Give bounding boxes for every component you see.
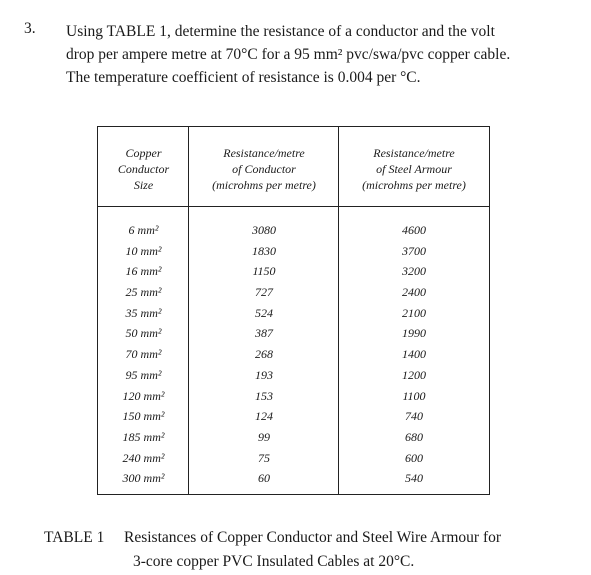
caption-text-1: Resistances of Copper Conductor and Steel Wire Armour for	[124, 529, 502, 546]
cell-armour-resistance: 2400	[402, 285, 426, 300]
table-row	[98, 303, 489, 324]
table-row	[98, 220, 489, 241]
question-line-2: drop per ampere metre at 70°C for a 95 mm² pvc/swa/pvc copper cable.	[66, 46, 511, 63]
cell-size: 25 mm²	[125, 285, 162, 300]
table-row	[98, 261, 489, 282]
cell-size: 6 mm²	[128, 223, 159, 237]
table-row	[98, 241, 489, 262]
cell-size: 120 mm²	[122, 388, 165, 403]
caption-label: TABLE 1	[44, 529, 105, 546]
table-row	[98, 406, 489, 427]
table-caption	[44, 526, 501, 574]
cell-armour-resistance: 3200	[402, 264, 426, 279]
cell-armour-resistance: 3700	[402, 243, 426, 258]
table-row	[98, 323, 489, 344]
cell-armour-resistance: 2100	[402, 305, 426, 320]
cell-conductor-resistance: 99	[258, 429, 270, 444]
cell-size: 70 mm²	[125, 347, 162, 362]
table-row	[98, 282, 489, 303]
header-line: Resistance/metre	[373, 146, 455, 160]
cell-conductor-resistance: 524	[255, 305, 273, 320]
cell-armour-resistance: 1400	[402, 347, 426, 362]
cell-conductor-resistance: 75	[258, 450, 270, 465]
header-line: (microhms per metre)	[212, 178, 316, 192]
cell-conductor-resistance: 124	[255, 409, 273, 424]
caption-text-2: 3-core copper PVC Insulated Cables at 20°C.	[133, 553, 415, 570]
table-row	[98, 427, 489, 448]
cell-conductor-resistance: 1150	[252, 264, 276, 279]
table-row	[98, 344, 489, 365]
resistance-table	[97, 126, 490, 495]
cell-armour-resistance: 1990	[402, 326, 426, 341]
table-row	[98, 468, 489, 489]
cell-size: 50 mm²	[125, 326, 162, 341]
table-body	[98, 220, 489, 489]
header-line: of Conductor	[232, 162, 296, 176]
cell-size: 35 mm²	[125, 305, 162, 320]
table-row	[98, 386, 489, 407]
header-line: of Steel Armour	[376, 162, 452, 176]
cell-size: 16 mm²	[125, 264, 162, 279]
header-line: Conductor	[117, 162, 170, 176]
cell-size: 150 mm²	[122, 409, 165, 424]
caption-line-1	[44, 526, 501, 550]
cell-armour-resistance: 740	[405, 409, 423, 424]
header-divider	[98, 206, 489, 207]
cell-armour-resistance: 680	[405, 429, 423, 444]
header-line: (microhms per metre)	[362, 178, 466, 192]
header-line: Resistance/metre	[223, 146, 305, 160]
header-line: Copper	[125, 146, 162, 160]
question-line-1: Using TABLE 1, determine the resistance of a conductor and the volt	[66, 23, 495, 40]
cell-size: 95 mm²	[125, 367, 162, 382]
cell-armour-resistance: 4600	[402, 223, 426, 237]
header-line: Size	[133, 178, 154, 192]
cell-size: 240 mm²	[122, 450, 165, 465]
table-row	[98, 448, 489, 469]
table-row	[98, 365, 489, 386]
cell-conductor-resistance: 727	[255, 285, 273, 300]
cell-armour-resistance: 1100	[402, 388, 426, 403]
cell-conductor-resistance: 268	[255, 347, 273, 362]
cell-conductor-resistance: 1830	[252, 243, 276, 258]
question-line-3: The temperature coefficient of resistance is 0.004 per °C.	[66, 69, 421, 86]
header-conductor-resistance	[189, 145, 339, 193]
question-number: 3.	[24, 20, 36, 37]
cell-armour-resistance: 540	[405, 471, 423, 486]
cell-conductor-resistance: 193	[255, 367, 273, 382]
header-conductor-size	[98, 145, 189, 193]
question-text	[66, 20, 566, 89]
cell-armour-resistance: 600	[405, 450, 423, 465]
cell-armour-resistance: 1200	[402, 367, 426, 382]
cell-conductor-resistance: 60	[258, 471, 270, 486]
cell-size: 185 mm²	[122, 429, 165, 444]
header-armour-resistance	[339, 145, 489, 193]
cell-size: 10 mm²	[125, 243, 162, 258]
cell-conductor-resistance: 387	[255, 326, 273, 341]
cell-size: 300 mm²	[122, 471, 165, 486]
cell-conductor-resistance: 153	[255, 388, 273, 403]
cell-conductor-resistance: 3080	[252, 223, 276, 237]
